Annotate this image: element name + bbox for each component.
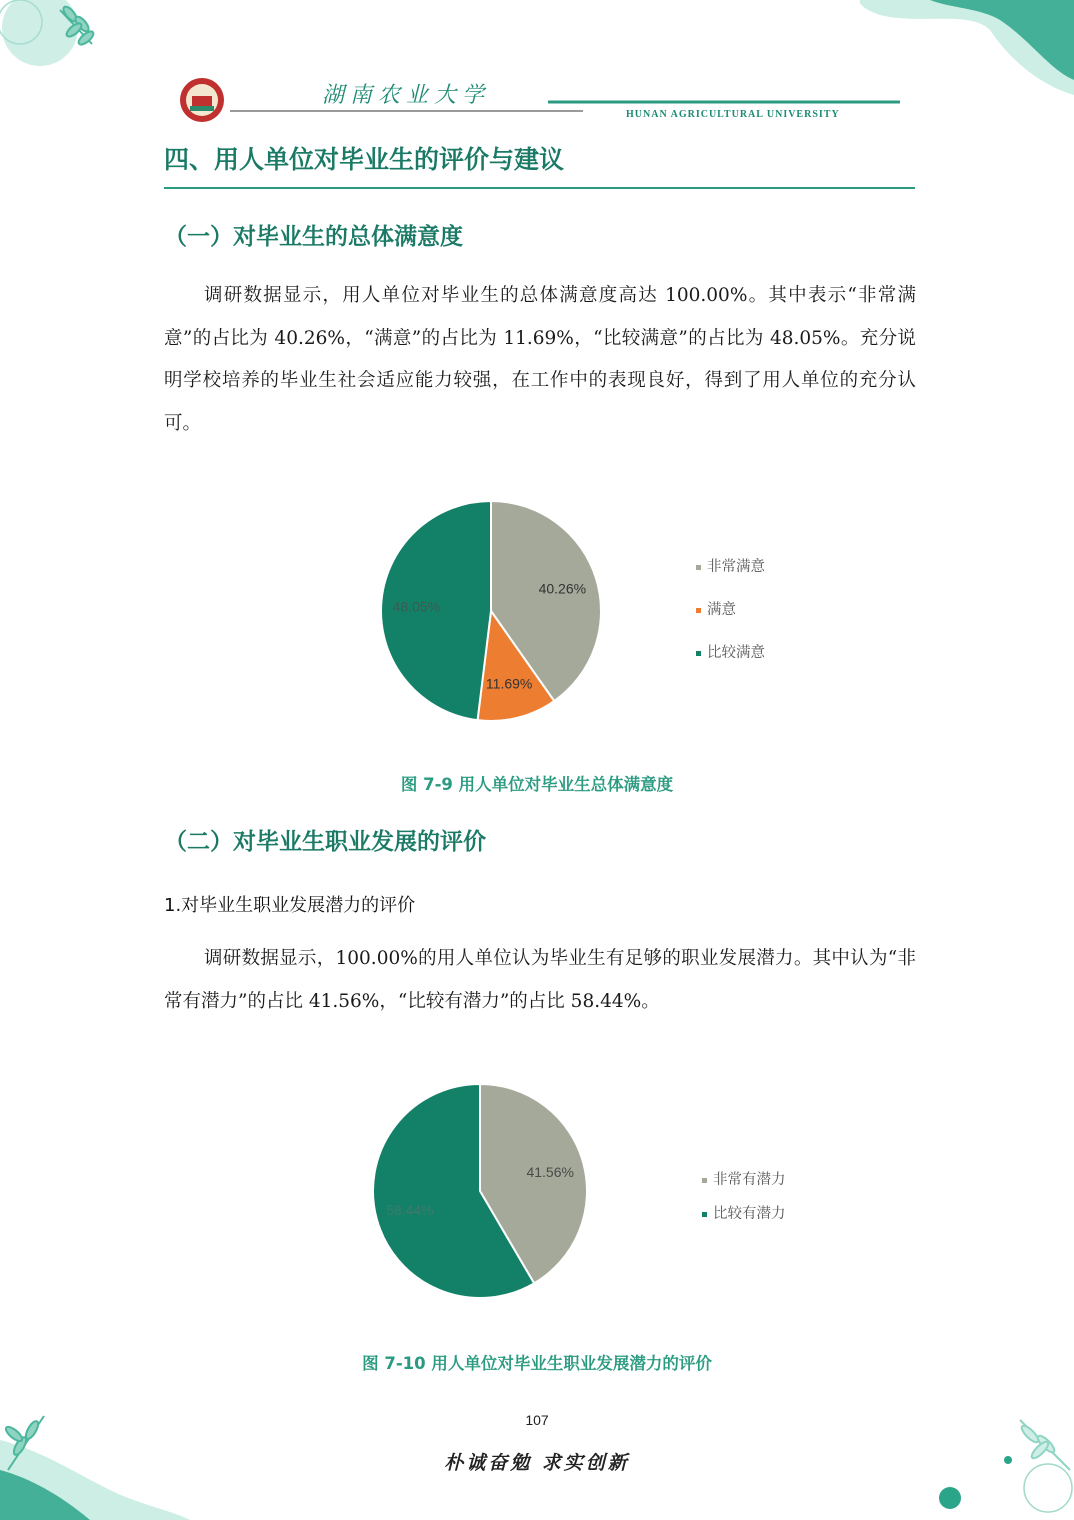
pie-slice-label: 41.56% [526,1163,574,1180]
legend-satisfaction [696,555,765,684]
pie-chart-satisfaction [370,490,620,730]
paragraph-potential: 调研数据显示，100.00%的用人单位认为毕业生有足够的职业发展潜力。其中认为“非常有潜力”的占比 41.56%，“比较有潜力”的占比 58.44%。 [164,948,916,1012]
legend-swatch [702,1178,707,1183]
legend-swatch [696,565,701,570]
paragraph-satisfaction: 调研数据显示，用人单位对毕业生的总体满意度高达 100.00%。其中表示“非常满意”的占比为 40.26%，“满意”的占比为 11.69%，“比较满意”的占比为 48.05%。充分说明学校培养的毕业生社会适应能力较强，在工作中的表现良好，得到了用人单位的充分认可。 [164,285,916,434]
legend-label: 比较有潜力 [713,1206,786,1222]
legend-label: 满意 [707,602,736,618]
legend-swatch [702,1212,707,1217]
footer-motto: 朴诚奋勉 求实创新 [444,1452,630,1474]
legend-swatch [696,651,701,656]
pie-slice-label: 48.05% [392,598,441,615]
legend-label: 非常有潜力 [713,1172,786,1188]
legend-potential [702,1168,786,1236]
legend-item [702,1168,786,1202]
legend-label: 比较满意 [707,645,765,661]
university-name-en: HUNAN AGRICULTURAL UNIVERSITY [626,109,840,120]
legend-item [696,555,765,598]
pie-chart-potential [360,1072,610,1312]
section-title: 四、用人单位对毕业生的评价与建议 [164,145,565,174]
subsection-title-1: （一）对毕业生的总体满意度 [164,224,463,250]
university-seal-icon [180,78,224,122]
page-number: 107 [525,1412,549,1428]
item-title: 1.对毕业生职业发展潜力的评价 [164,895,416,916]
pie-slice-label: 58.44% [386,1202,434,1219]
figure-caption-7-9: 图 7-9 用人单位对毕业生总体满意度 [400,775,674,794]
legend-swatch [696,608,701,613]
section-title-rule [164,187,915,189]
pie-slice-label: 40.26% [538,580,587,597]
legend-item [702,1202,786,1236]
figure-caption-7-10: 图 7-10 用人单位对毕业生职业发展潜力的评价 [362,1354,712,1373]
legend-item [696,641,765,684]
legend-label: 非常满意 [707,559,765,575]
university-name-cn: 湖南农业大学 [322,83,491,108]
pie-slice-label: 11.69% [485,675,533,692]
subsection-title-2: （二）对毕业生职业发展的评价 [164,829,486,855]
legend-item [696,598,765,641]
